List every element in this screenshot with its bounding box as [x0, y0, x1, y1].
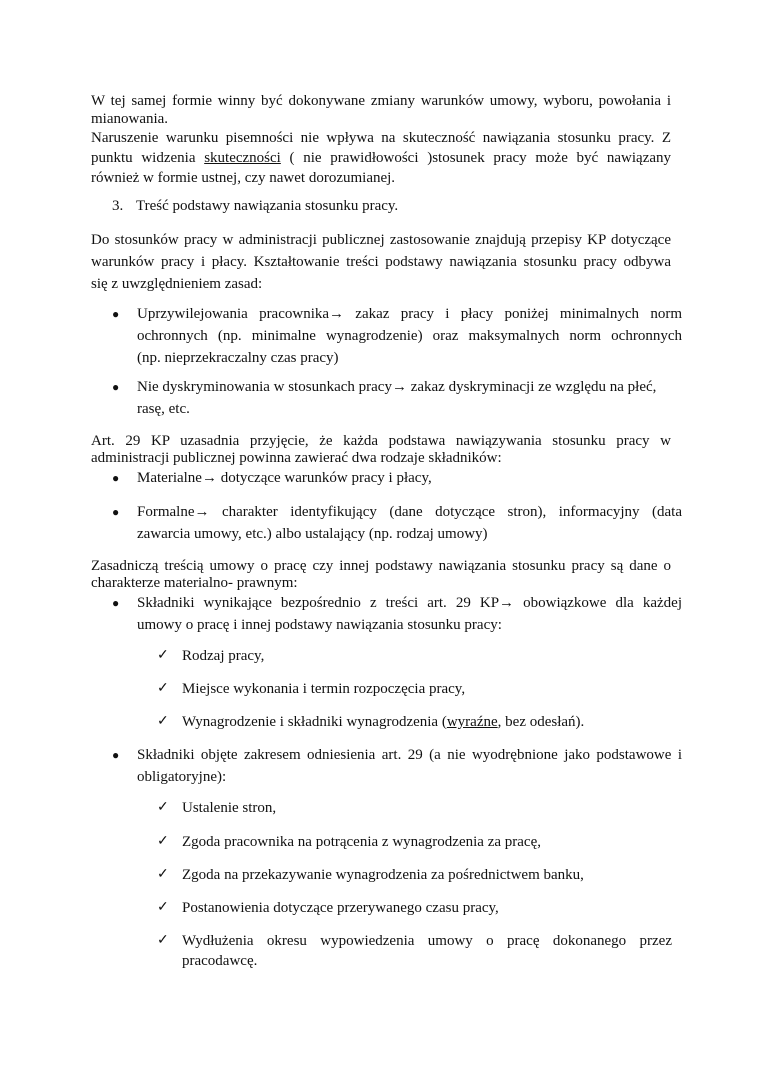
- text-line: również w formie ustnej, czy nawet dorozumianej.: [91, 170, 396, 186]
- checkmark-icon: ✓: [157, 867, 169, 882]
- section-heading: [112, 196, 632, 216]
- paragraph-form-requirements: [91, 91, 671, 188]
- text-line: Zasadniczą treścią umowy o pracę czy innej podstawy nawiązania stosunku pracy są dane o: [91, 558, 671, 574]
- bullet-icon: ●: [112, 471, 120, 485]
- checkmark-icon: ✓: [157, 681, 169, 696]
- text-line: Ustalenie stron,: [182, 800, 277, 816]
- heading-text: Treść podstawy nawiązania stosunku pracy.: [136, 198, 399, 214]
- underlined-term: wyraźne: [446, 714, 498, 730]
- text-line: Postanowienia dotyczące przerywanego czasu pracy,: [182, 900, 499, 916]
- text-line: Art. 29 KP uzasadnia przyjęcie, że każda podstawa nawiązywania stosunku pracy w: [91, 433, 671, 449]
- paragraph-principles-intro: [91, 230, 671, 294]
- text-line: Zgoda pracownika na potrącenia z wynagrodzenia za pracę,: [182, 834, 541, 850]
- bullet-icon: ●: [112, 380, 120, 394]
- text-line: W tej samej formie winny być dokonywane zmiany warunków umowy, wyboru, powołania i: [91, 93, 671, 109]
- checkmark-icon: ✓: [157, 648, 169, 663]
- text-line: Rodzaj pracy,: [182, 648, 265, 664]
- text-line: charakterze materialno- prawnym:: [91, 575, 298, 591]
- text-line: punktu widzenia skuteczności ( nie prawidłowości )stosunek pracy może być nawiązany: [91, 150, 672, 166]
- text-line: Składniki objęte zakresem odniesienia art. 29 (a nie wyodrębnione jako podstawowe i: [137, 747, 682, 763]
- text-line: Formalne→ charakter identyfikujący (dane dotyczące stron), informacyjny (data: [137, 504, 682, 520]
- checkmark-icon: ✓: [157, 800, 169, 815]
- text-line: Do stosunków pracy w administracji publicznej zastosowanie znajdują przepisy KP dotyczące: [91, 232, 671, 248]
- text-line: ochronnych (np. minimalne wynagrodzenie) oraz maksymalnych norm ochronnych: [137, 328, 682, 344]
- text-line: Nie dyskryminowania w stosunkach pracy→ zakaz dyskryminacji ze względu na płeć,: [137, 379, 657, 395]
- text-line: obligatoryjne):: [137, 769, 227, 785]
- text-line: mianowania.: [91, 111, 169, 127]
- text-line: Wydłużenia okresu wypowiedzenia umowy o pracę dokonanego przez: [182, 933, 672, 949]
- text-line: Miejsce wykonania i termin rozpoczęcia pracy,: [182, 681, 466, 697]
- bullet-icon: ●: [112, 505, 120, 519]
- text-line: pracodawcę.: [182, 953, 258, 969]
- underlined-term: skuteczności: [204, 150, 281, 166]
- text-line: Uprzywilejowania pracownika→ zakaz pracy i płacy poniżej minimalnych norm: [137, 306, 682, 322]
- bullet-icon: ●: [112, 307, 120, 321]
- checkmark-icon: ✓: [157, 834, 169, 849]
- text-line: zawarcia umowy, etc.) albo ustalający (np. rodzaj umowy): [137, 526, 488, 542]
- text-line: Zgoda na przekazywanie wynagrodzenia za pośrednictwem banku,: [182, 867, 584, 883]
- heading-number: 3.: [112, 198, 124, 214]
- text-line: (np. nieprzekraczalny czas pracy): [137, 350, 339, 366]
- text-line: Wynagrodzenie i składniki wynagrodzenia (wyraźne, bez odesłań).: [182, 714, 585, 730]
- paragraph-material-content: [91, 556, 671, 593]
- text-line: Składniki wynikające bezpośrednio z treści art. 29 KP→ obowiązkowe dla każdej: [137, 595, 682, 611]
- bullet-icon: ●: [112, 596, 120, 610]
- checkmark-icon: ✓: [157, 714, 169, 729]
- text-line: warunków pracy i płacy. Kształtowanie treści podstawy nawiązania stosunku pracy odbywa: [91, 254, 671, 270]
- text-line: się z uwzględnieniem zasad:: [91, 276, 263, 292]
- text-line: rasę, etc.: [137, 401, 190, 417]
- text-line: Naruszenie warunku pisemności nie wpływa na skuteczność nawiązania stosunku pracy. Z: [91, 130, 671, 146]
- text-line: administracji publicznej powinna zawierać dwa rodzaje składników:: [91, 450, 502, 466]
- checkmark-icon: ✓: [157, 933, 169, 948]
- checkmark-icon: ✓: [157, 900, 169, 915]
- text-line: umowy o pracę i innej podstawy nawiązania stosunku pracy:: [137, 617, 502, 633]
- bullet-icon: ●: [112, 748, 120, 762]
- paragraph-art29: [91, 431, 671, 468]
- text-line: Materialne→ dotyczące warunków pracy i płacy,: [137, 470, 432, 486]
